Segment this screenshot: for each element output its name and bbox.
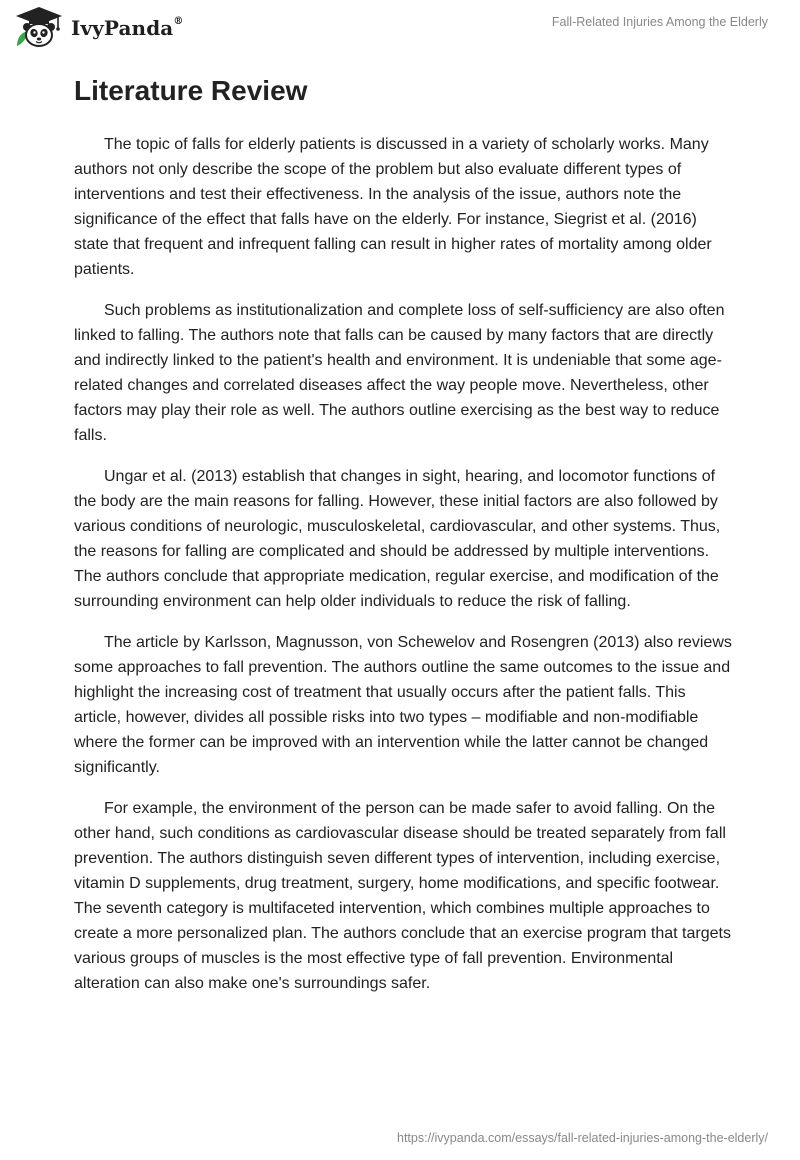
- paragraph-1: The topic of falls for elderly patients is discussed in a variety of scholarly works. Many authors not only describe the scope of the problem but also evaluate different types of interventions and test their effectiveness. In the analysis of the issue, authors note the significance of the effect that falls have on the elderly. For instance, Siegrist et al. (2016) state that frequent and infrequent falling can result in higher rates of mortality among older patients.: [74, 136, 712, 278]
- section-heading: Literature Review: [74, 75, 308, 106]
- logo[interactable]: [14, 6, 183, 48]
- paragraph-3: Ungar et al. (2013) establish that changes in sight, hearing, and locomotor functions of the body are the main reasons for falling. However, these initial factors are also followed by various conditions of neurologic, musculoskeletal, cardiovascular, and other systems. Thus, the reasons for falling are complicated and should be addressed by multiple interventions. The authors conclude that appropriate medication, regular exercise, and modification of the surrounding environment can help older individuals to reduce the risk of falling.: [74, 468, 721, 610]
- paragraph-2: Such problems as institutionalization and complete loss of self-sufficiency are also often linked to falling. The authors note that falls can be caused by many factors that are directly and indirectly linked to the patient's health and environment. It is undeniable that some age-related changes and correlated diseases affect the way people move. Nevertheless, other factors may play their role as well. The authors outline exercising as the best way to reduce falls.: [74, 302, 725, 444]
- page-header: [0, 0, 800, 60]
- brand-name: IvyPanda®: [71, 16, 184, 40]
- paragraph-5: For example, the environment of the person can be made safer to avoid falling. On the other hand, such conditions as cardiovascular disease should be treated separately from fall prevention. The authors distinguish seven different types of intervention, including exercise, vitamin D supplements, drug treatment, surgery, home modifications, and specific footwear. The seventh category is multifaceted intervention, which combines multiple approaches to create a more personalized plan. The authors conclude that an exercise program that targets various groups of muscles is the most effective type of fall prevention. Environmental alteration can also make one's surroundings safer.: [74, 800, 731, 992]
- panda-graduate-icon: [14, 6, 64, 48]
- source-url[interactable]: https://ivypanda.com/essays/fall-related-injuries-among-the-elderly/: [397, 1131, 768, 1145]
- paragraph-4: The article by Karlsson, Magnusson, von Schewelov and Rosengren (2013) also reviews some approaches to fall prevention. The authors outline the same outcomes to the issue and highlight the increasing cost of treatment that usually occurs after the patient falls. This article, however, divides all possible risks into two types – modifiable and non-modifiable where the former can be improved with an intervention while the latter cannot be changed significantly.: [74, 634, 732, 776]
- registered-mark: ®: [173, 16, 184, 28]
- article-body: [74, 72, 734, 1012]
- document-title: Fall-Related Injuries Among the Elderly: [551, 15, 768, 29]
